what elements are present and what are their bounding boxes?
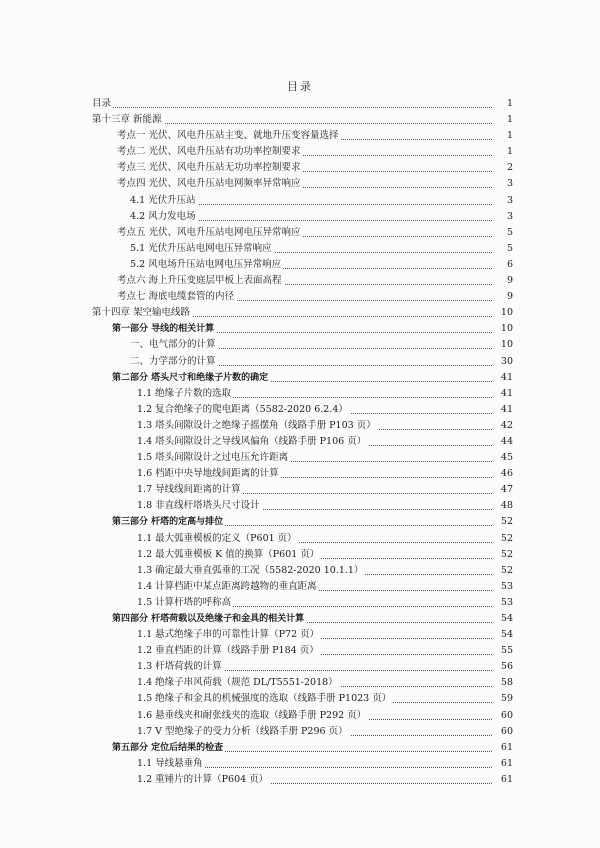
toc-entry-label: 5.1 光伏升压站电网电压异常响应 (130, 241, 274, 257)
toc-entry-label: 1.4 塔头间隙设计之导线风偏角（线路手册 P106 页） (137, 434, 368, 450)
toc-entry[interactable] (0, 659, 600, 675)
toc-entry-page-number: 59 (493, 691, 513, 707)
toc-entry-page-number: 3 (493, 193, 513, 209)
toc-entry-page-number: 52 (493, 563, 513, 579)
toc-entry-page-number: 2 (493, 160, 513, 176)
toc-entry-page-number: 9 (493, 289, 513, 305)
toc-entry-label: 考点六 海上升压变庭层甲板上表面高程 (117, 273, 284, 289)
toc-entry-page-number: 3 (493, 209, 513, 225)
toc-entry-page-number: 10 (493, 305, 513, 321)
dot-leader (92, 96, 492, 108)
toc-entry-label: 1.8 非直线杆塔塔头尺寸设计 (137, 498, 262, 514)
toc-entry-label: 考点四 光伏、风电升压站电网频率异常响应 (117, 176, 303, 192)
toc-entry[interactable] (0, 547, 600, 563)
toc-entry[interactable] (0, 112, 600, 128)
toc-entry-label: 1.1 导线悬垂角 (137, 756, 205, 772)
toc-entry-label: 1.2 重锤片的计算（P604 页） (137, 772, 270, 788)
toc-entry-label: 4.1 光伏升压站 (130, 193, 198, 209)
toc-entry-page-number: 3 (493, 176, 513, 192)
toc-entry-label: 第十三章 新能源 (92, 112, 164, 128)
toc-entry[interactable] (0, 193, 600, 209)
toc-entry-label: 1.6 悬垂线夹和耐张线夹的选取（线路手册 P292 页） (137, 708, 368, 724)
toc-entry[interactable] (0, 209, 600, 225)
toc-entry-label: 1.2 垂直档距的计算（线路手册 P184 页） (137, 643, 321, 659)
toc-entry-page-number: 42 (493, 418, 513, 434)
toc-entry[interactable] (0, 337, 600, 353)
toc-entry-page-number: 58 (493, 675, 513, 691)
toc-entry[interactable] (0, 96, 600, 112)
toc-title: 目录 (287, 80, 313, 93)
toc-entry-label: 1.5 计算杆塔的呼称高 (137, 595, 233, 611)
toc-entry[interactable] (0, 128, 600, 144)
toc-entry[interactable] (0, 579, 600, 595)
toc-entry-page-number: 54 (493, 627, 513, 643)
toc-entry-page-number: 61 (493, 740, 513, 756)
toc-entry-page-number: 52 (493, 514, 513, 530)
toc-entry-page-number: 10 (493, 321, 513, 337)
toc-entry-label: 第十四章 架空输电线路 (92, 305, 192, 321)
toc-entry[interactable] (0, 434, 600, 450)
toc-entry[interactable] (0, 370, 600, 386)
toc-entry-page-number: 1 (493, 144, 513, 160)
toc-entry-label: 1.5 绝缘子和金具的机械强度的选取（线路手册 P1023 页） (137, 691, 393, 707)
toc-entry[interactable] (0, 354, 600, 370)
toc-entry[interactable] (0, 273, 600, 289)
toc-entry-label: 1.7 导线线间距离的计算 (137, 482, 243, 498)
toc-entry-label: 5.2 风电场升压站电网电压异常响应 (130, 257, 283, 273)
toc-entry-page-number: 46 (493, 466, 513, 482)
toc-entry[interactable] (0, 643, 600, 659)
toc-entry-page-number: 52 (493, 531, 513, 547)
toc-entry-page-number: 61 (493, 756, 513, 772)
toc-entry-page-number: 60 (493, 708, 513, 724)
toc-entry-label: 1.4 绝缘子串风荷载（规范 DL/T5551-2018） (137, 675, 340, 691)
toc-entry-page-number: 30 (493, 354, 513, 370)
toc-entry[interactable] (0, 241, 600, 257)
toc-entry-page-number: 10 (493, 337, 513, 353)
table-of-contents (0, 96, 600, 788)
toc-entry[interactable] (0, 563, 600, 579)
toc-entry[interactable] (0, 289, 600, 305)
toc-entry[interactable] (0, 225, 600, 241)
toc-entry-label: 第一部分 导线的相关计算 (112, 321, 216, 337)
toc-entry-page-number: 41 (493, 370, 513, 386)
toc-entry[interactable] (0, 482, 600, 498)
toc-entry[interactable] (0, 402, 600, 418)
toc-entry-page-number: 44 (493, 434, 513, 450)
toc-entry[interactable] (0, 724, 600, 740)
toc-entry-label: 考点七 海底电缆套管的内径 (117, 289, 236, 305)
toc-entry[interactable] (0, 531, 600, 547)
toc-entry-label: 第三部分 杆塔的定高与排位 (112, 514, 225, 530)
toc-entry-page-number: 47 (493, 482, 513, 498)
toc-entry-page-number: 5 (493, 241, 513, 257)
toc-entry[interactable] (0, 691, 600, 707)
toc-entry-page-number: 41 (493, 386, 513, 402)
toc-entry-label: 1.1 悬式绝缘子串的可靠性计算（P72 页） (137, 627, 321, 643)
toc-entry-label: 考点二 光伏、风电升压站有功功率控制要求 (117, 144, 303, 160)
toc-entry[interactable] (0, 772, 600, 788)
toc-entry[interactable] (0, 160, 600, 176)
toc-entry-label: 1.6 档距中央导地线间距离的计算 (137, 466, 281, 482)
toc-entry-label: 1.5 塔头间隙设计之过电压允许距离 (137, 450, 290, 466)
toc-entry-page-number: 41 (493, 402, 513, 418)
toc-entry[interactable] (0, 756, 600, 772)
toc-entry[interactable] (0, 386, 600, 402)
toc-entry-page-number: 45 (493, 450, 513, 466)
toc-entry-label: 考点一 光伏、风电升压站主变、就地升压变容量选择 (117, 128, 341, 144)
toc-entry-page-number: 1 (493, 128, 513, 144)
toc-entry-label: 1.2 复合绝缘子的爬电距离（5582-2020 6.2.4） (137, 402, 350, 418)
toc-entry-label: 4.2 风力发电场 (130, 209, 198, 225)
toc-entry-label: 第五部分 定位后结果的检查 (112, 740, 225, 756)
toc-entry[interactable] (0, 675, 600, 691)
toc-entry-label: 1.4 计算档距中某点距离跨越物的垂直距离 (137, 579, 319, 595)
toc-entry-page-number: 52 (493, 547, 513, 563)
toc-entry-label: 考点三 光伏、风电升压站无功功率控制要求 (117, 160, 303, 176)
toc-entry-page-number: 56 (493, 659, 513, 675)
toc-entry-label: 一、电气部分的计算 (130, 337, 218, 353)
toc-entry-label: 1.7 V 型绝缘子的受力分析（线路手册 P296 页） (137, 724, 350, 740)
toc-entry[interactable] (0, 176, 600, 192)
toc-entry-page-number: 9 (493, 273, 513, 289)
toc-entry-page-number: 61 (493, 772, 513, 788)
toc-entry-page-number: 60 (493, 724, 513, 740)
toc-entry-label: 第四部分 杆塔荷载以及绝缘子和金具的相关计算 (112, 611, 306, 627)
toc-entry-label: 1.3 杆塔荷载的计算 (137, 659, 224, 675)
toc-entry-label: 1.3 确定最大垂直弧垂的工况（5582-2020 10.1.1） (137, 563, 365, 579)
toc-entry-page-number: 1 (493, 112, 513, 128)
toc-entry[interactable] (0, 514, 600, 530)
toc-entry-page-number: 6 (493, 257, 513, 273)
toc-entry[interactable] (0, 450, 600, 466)
toc-entry-label: 目录 (92, 96, 113, 112)
toc-entry-label: 考点五 光伏、风电升压站电网电压异常响应 (117, 225, 303, 241)
toc-entry[interactable] (0, 740, 600, 756)
toc-entry-page-number: 53 (493, 595, 513, 611)
toc-entry[interactable] (0, 627, 600, 643)
toc-entry[interactable] (0, 321, 600, 337)
toc-entry[interactable] (0, 708, 600, 724)
toc-entry[interactable] (0, 305, 600, 321)
toc-entry[interactable] (0, 611, 600, 627)
toc-entry-page-number: 5 (493, 225, 513, 241)
toc-entry[interactable] (0, 144, 600, 160)
toc-entry-page-number: 53 (493, 579, 513, 595)
toc-entry[interactable] (0, 595, 600, 611)
toc-entry[interactable] (0, 418, 600, 434)
toc-entry[interactable] (0, 498, 600, 514)
toc-entry-label: 二、力学部分的计算 (130, 354, 218, 370)
toc-entry-page-number: 48 (493, 498, 513, 514)
toc-entry[interactable] (0, 257, 600, 273)
toc-entry-label: 第二部分 塔头尺寸和绝缘子片数的确定 (112, 370, 270, 386)
toc-entry[interactable] (0, 466, 600, 482)
toc-entry-label: 1.2 最大弧垂模板 K 值的换算（P601 页） (137, 547, 321, 563)
toc-entry-label: 1.1 绝缘子片数的选取 (137, 386, 233, 402)
toc-entry-page-number: 54 (493, 611, 513, 627)
toc-entry-page-number: 1 (493, 96, 513, 112)
toc-entry-label: 1.3 塔头间隙设计之绝缘子摇摆角（线路手册 P103 页） (137, 418, 378, 434)
toc-entry-page-number: 55 (493, 643, 513, 659)
toc-entry-label: 1.1 最大弧垂模板的定义（P601 页） (137, 531, 299, 547)
